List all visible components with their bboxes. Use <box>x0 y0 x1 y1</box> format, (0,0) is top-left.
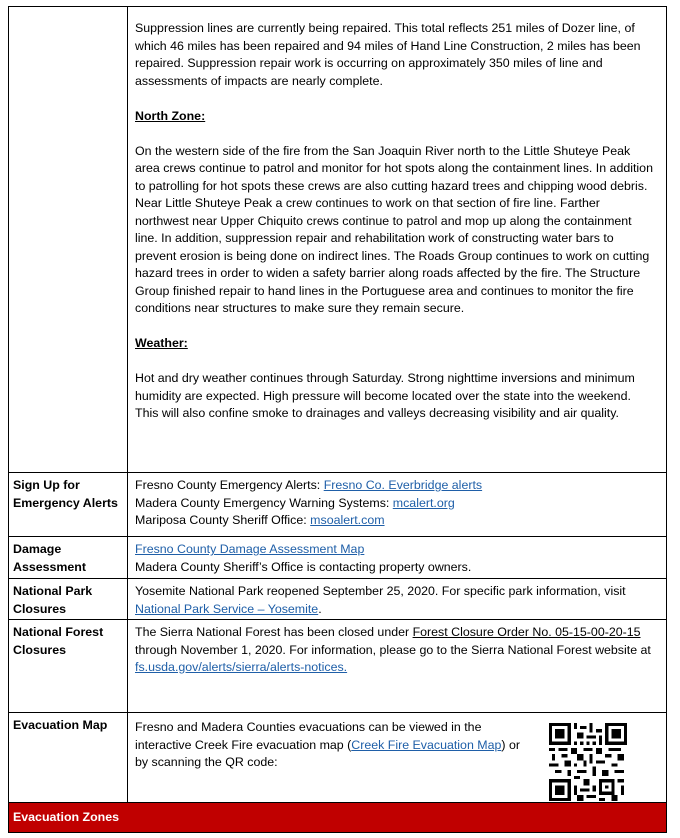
park-label: National Park Closures <box>13 584 93 616</box>
alerts-row: Sign Up for Emergency Alerts Fresno County Emergency Alerts: Fresno Co. Everbridge alerts Madera County Emergency Warning Systems: mcalert.org Mariposa County Sheriff Office: msoalert.com <box>9 472 666 536</box>
damage-text: Madera County Sheriff’s Office is contacting property owners. <box>135 559 472 574</box>
closure-order: Forest Closure Order No. 05-15-00-20-15 <box>412 625 641 639</box>
weather-paragraph: Hot and dry weather continues through Saturday. Strong nighttime inversions and minimum humidity are expected. High pressure will become located over the state into the weekend. This will also confine smoke to drainages and valleys decreasing visibility and air quality. <box>135 371 635 420</box>
usfs-alerts-link[interactable]: fs.usda.gov/alerts/sierra/alerts-notices. <box>135 660 348 674</box>
evac-zones-row <box>9 802 666 832</box>
evac-zones-label: Evacuation Zones <box>13 810 120 824</box>
evac-map-label: Evacuation Map <box>13 718 108 732</box>
fresno-alerts-link[interactable]: Fresno Co. Everbridge alerts <box>323 478 483 492</box>
suppression-paragraph: Suppression lines are currently being repaired. This total reflects 251 miles of Dozer line, of which 46 miles has been repaired and 94 miles of Hand Line Construction, 2 miles has been repaired. Suppression repair work is occurring on approximately 350 miles of line and assessments of impacts are nearly complete. <box>135 21 641 88</box>
evac-map-row: Evacuation Map Fresno and Madera Counties evacuations can be viewed in the interactive Creek Fire evacuation map (Creek Fire Evacuation Map) or by scanning the QR code: <box>9 712 666 804</box>
park-row: National Park Closures Yosemite National Park reopened September 25, 2020. For specific park information, visit National Park Service – Yosemite. <box>9 578 666 619</box>
msoalert-link[interactable]: msoalert.com <box>310 513 385 527</box>
forest-row: National Forest Closures The Sierra National Forest has been closed under Forest Closure Order No. 05-15-00-20-15 through November 1, 2020. For information, please go to the Sierra National Forest website at fs.usda.gov/alerts/sierra/alerts-notices. <box>9 619 666 712</box>
forest-label: National Forest Closures <box>13 625 104 657</box>
north-zone-heading: North Zone: <box>135 108 206 123</box>
creek-fire-map-link[interactable]: Creek Fire Evacuation Map <box>351 737 502 752</box>
alerts-label: Sign Up for Emergency Alerts <box>13 478 118 510</box>
weather-heading: Weather: <box>135 336 188 350</box>
damage-map-link[interactable]: Fresno County Damage Assessment Map <box>135 542 365 556</box>
damage-label: Damage Assessment <box>13 542 87 574</box>
mcalert-link[interactable]: mcalert.org <box>392 495 455 510</box>
damage-row <box>9 536 666 578</box>
intro-content <box>135 20 655 423</box>
info-table <box>8 6 667 833</box>
nps-yosemite-link[interactable]: National Park Service – Yosemite <box>135 601 319 616</box>
qr-code-icon[interactable] <box>549 723 627 801</box>
north-zone-paragraph: On the western side of the fire from the San Joaquin River north to the Little Shuteye Peak area crews continue to patrol and monitor for hot spots along the containment lines. In addition to patrolling for hot spots these crews are also cutting hazard trees and chipping wood debris. Near Little Shuteye Peak a crew continues to work on that section of fire line. Farther northwest near Upper Chiquito crews continue to patrol and mop up along the containment line. In addition, suppression repair and rehabilitation work of constructing water bars to prevent erosion is being done on indirect lines. The Roads Group continues to work on cutting hazard trees in order to widen a safety barrier along roads affected by the fire. The Structure Group finished repair to hand lines in the Portuguese area and continues to monitor the fire conditions near structures to make sure they remain secure. <box>135 143 653 315</box>
